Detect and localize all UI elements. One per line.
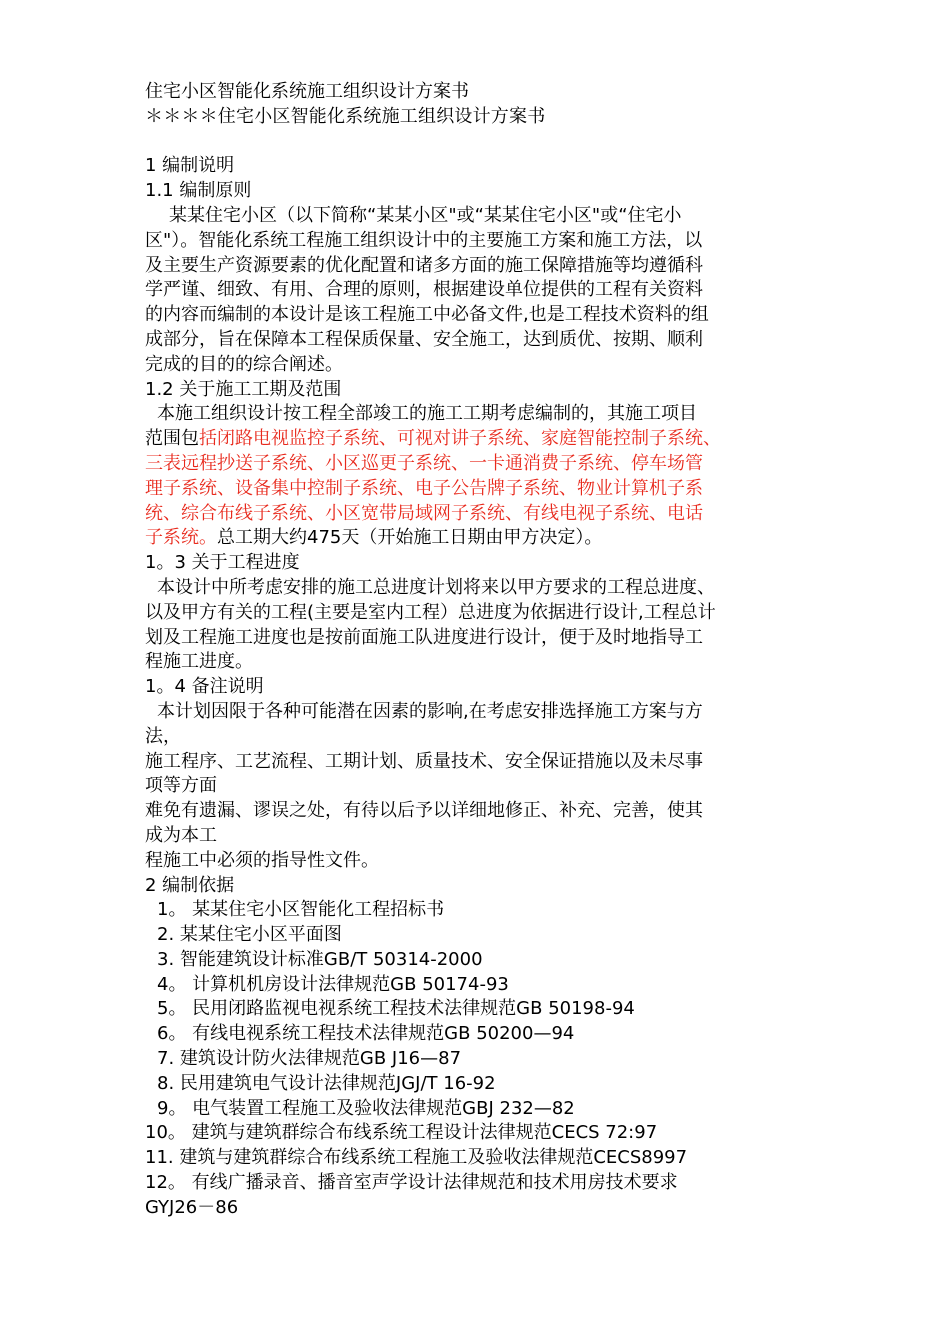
list-item: 10。 建筑与建筑群综合布线系统工程设计法律规范CECS 72:97 xyxy=(145,1122,658,1144)
text-line: 本施工组织设计按工程全部竣工的施工工期考虑编制的，其施工项目 xyxy=(157,403,697,425)
highlighted-text-line: 统、综合布线子系统、小区宽带局域网子系统、有线电视子系统、电话 xyxy=(145,502,703,524)
section-heading-1-2: 1.2 关于施工工期及范围 xyxy=(145,378,342,400)
list-item: 5。 民用闭路监视电视系统工程技术法律规范GB 50198-94 xyxy=(157,998,635,1020)
paragraph-1-2 xyxy=(145,402,813,551)
text-line: 本计划因限于各种可能潜在因素的影响,在考虑安排选择施工方案与方 xyxy=(157,700,703,722)
text-line: 划及工程施工进度也是按前面施工队进度进行设计，便于及时地指导工 xyxy=(145,626,703,648)
text-line: 程施工进度。 xyxy=(145,651,253,673)
text-line: 本设计中所考虑安排的施工总进度计划将来以甲方要求的工程总进度、 xyxy=(157,576,715,598)
paragraph-1-3 xyxy=(145,576,813,675)
section-heading-1-4: 1。4 备注说明 xyxy=(145,676,264,698)
list-item: 8. 民用建筑电气设计法律规范JGJ/T 16-92 xyxy=(157,1072,496,1094)
text-line xyxy=(145,526,813,551)
list-item: 1。 某某住宅小区智能化工程招标书 xyxy=(157,899,445,921)
text-line: 成部分，旨在保障本工程保质保量、安全施工，达到质优、按期、顺利 xyxy=(145,328,703,350)
list-item: 6。 有线电视系统工程技术法律规范GB 50200—94 xyxy=(157,1023,575,1045)
blank-line xyxy=(145,130,813,155)
list-item: 3. 智能建筑设计标准GB/T 50314-2000 xyxy=(157,948,483,970)
list-item: 9。 电气装置工程施工及验收法律规范GBJ 232—82 xyxy=(157,1097,575,1119)
text-line: 法， xyxy=(145,725,181,747)
document-body xyxy=(145,80,813,1221)
text-line: 施工程序、工艺流程、工期计划、质量技术、安全保证措施以及未尽事 xyxy=(145,750,703,772)
text-line: 成为本工 xyxy=(145,824,217,846)
paragraph-1-1 xyxy=(145,204,813,378)
list-item: 7. 建筑设计防火法律规范GB J16—87 xyxy=(157,1048,462,1070)
text-line: 完成的目的的综合阐述。 xyxy=(145,353,343,375)
highlighted-text: 括闭路电视监控子系统、可视对讲子系统、家庭智能控制子系统、 xyxy=(199,428,721,450)
highlighted-text-line: 理子系统、设备集中控制子系统、电子公告牌子系统、物业计算机子系 xyxy=(145,477,703,499)
list-item-continuation: GYJ26－86 xyxy=(145,1196,239,1218)
text-line: 程施工中必须的指导性文件。 xyxy=(145,849,379,871)
text-line xyxy=(145,427,813,452)
text-line: 某某住宅小区（以下简称“某某小区"或“某某住宅小区"或“住宅小 xyxy=(169,204,682,226)
list-item: 11. 建筑与建筑群综合布线系统工程施工及验收法律规范CECS8997 xyxy=(145,1147,688,1169)
text-line: 的内容而编制的本设计是该工程施工中必备文件,也是工程技术资料的组 xyxy=(145,304,709,326)
text-line: 及主要生产资源要素的优化配置和诸多方面的施工保障措施等均遵循科 xyxy=(145,254,703,276)
text-line: 以及甲方有关的工程(主要是室内工程）总进度为依据进行设计,工程总计 xyxy=(145,601,716,623)
text-line: 区"）。智能化系统工程施工组织设计中的主要施工方案和施工方法，以 xyxy=(145,229,703,251)
section-heading-1-1: 1.1 编制原则 xyxy=(145,180,252,202)
text-line: 学严谨、细致、有用、合理的原则，根据建设单位提供的工程有关资料 xyxy=(145,279,703,301)
text-black: 范围包 xyxy=(145,428,199,450)
text-line: 项等方面 xyxy=(145,775,217,797)
paragraph-1-4 xyxy=(145,700,813,874)
section-heading-1-3: 1。3 关于工程进度 xyxy=(145,552,300,574)
highlighted-text: 子系统。 xyxy=(145,527,217,549)
highlighted-text-line: 三表远程抄送子系统、小区巡更子系统、一卡通消费子系统、停车场管 xyxy=(145,452,703,474)
list-item: 12。 有线广播录音、播音室声学设计法律规范和技术用房技术要求 xyxy=(145,1172,678,1194)
text-black: 总工期大约475天（开始施工日期由甲方决定）。 xyxy=(217,527,603,549)
section-heading-1: 1 编制说明 xyxy=(145,155,235,177)
list-item: 4。 计算机机房设计法律规范GB 50174-93 xyxy=(157,973,509,995)
document-title: 住宅小区智能化系统施工组织设计方案书 xyxy=(145,81,469,102)
section-heading-2: 2 编制依据 xyxy=(145,874,235,896)
list-item: 2. 某某住宅小区平面图 xyxy=(157,924,342,946)
reference-list xyxy=(145,898,813,1220)
text-line: 难免有遗漏、谬误之处，有待以后予以详细地修正、补充、完善，使其 xyxy=(145,800,703,822)
document-subtitle: ＊＊＊＊住宅小区智能化系统施工组织设计方案书 xyxy=(145,105,546,127)
